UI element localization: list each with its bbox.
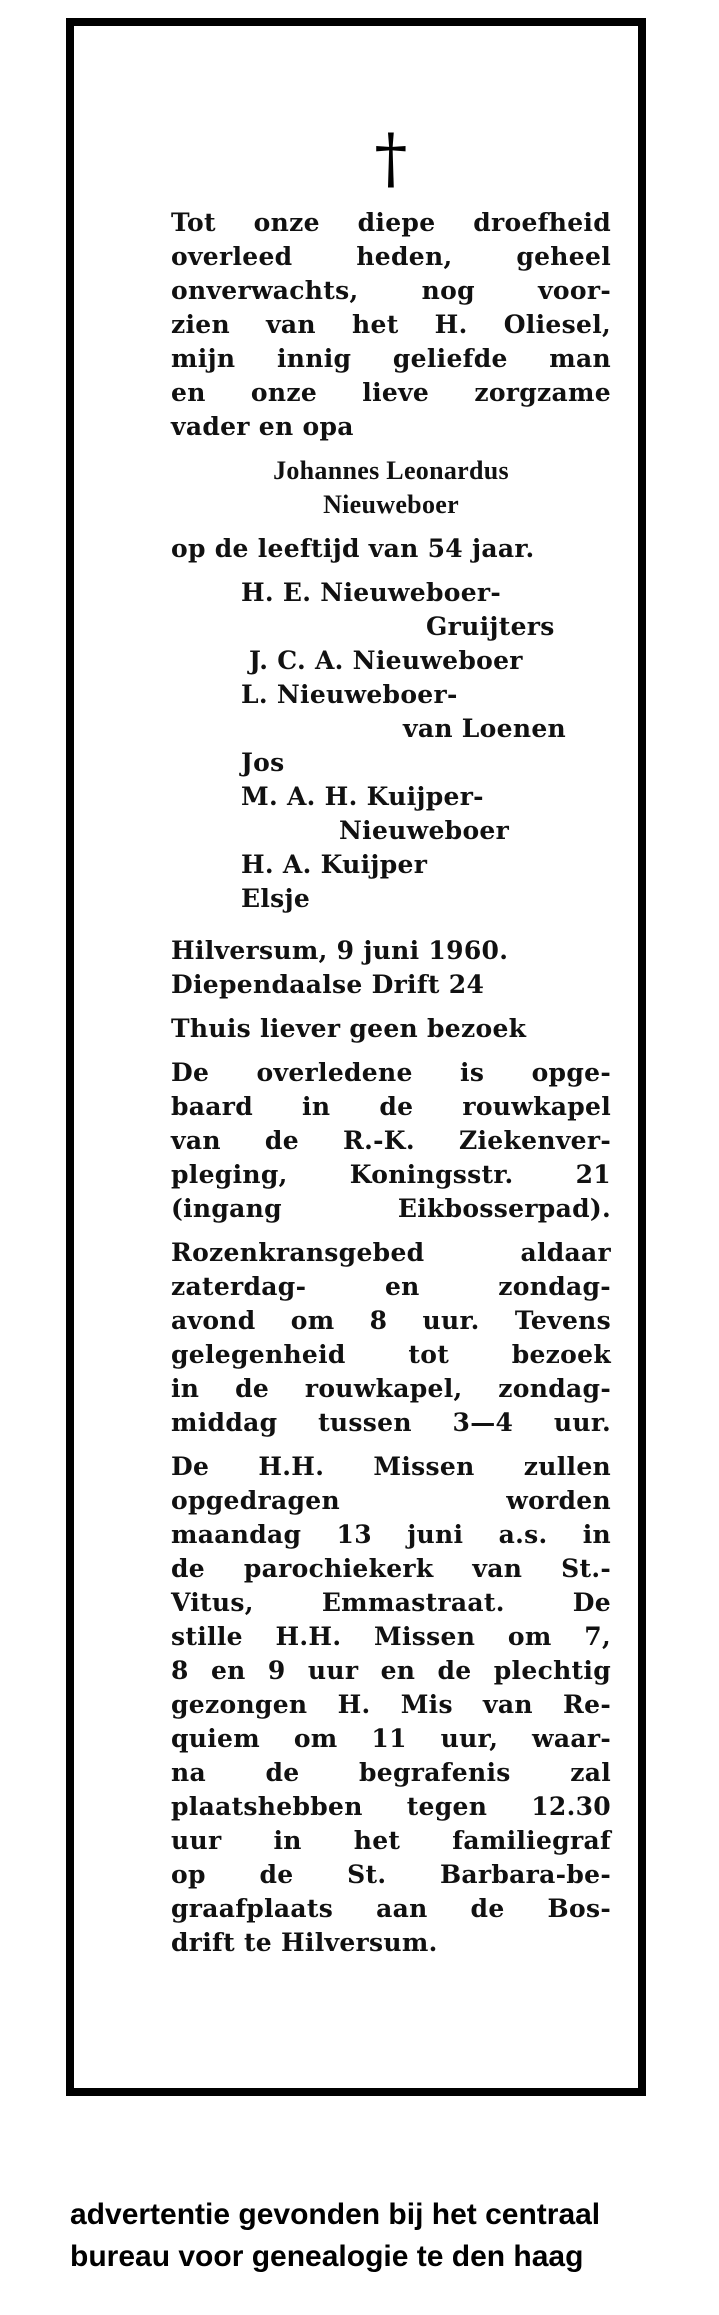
visit-note: Thuis liever geen bezoek bbox=[171, 1014, 527, 1043]
masses-line: na de begrafenis zal bbox=[171, 1758, 611, 1787]
masses-line: drift te Hilversum. bbox=[171, 1928, 438, 1957]
family-member: H. E. Nieuweboer- bbox=[241, 578, 502, 607]
intro-line: zien van het H. Oliesel, bbox=[171, 310, 611, 339]
intro-line: vader en opa bbox=[171, 412, 354, 441]
age-line: op de leeftijd van 54 jaar. bbox=[171, 534, 535, 563]
source-caption bbox=[70, 2194, 710, 2278]
laid-out-line: (ingang Eikbosserpad). bbox=[171, 1194, 611, 1223]
rosary-line: zaterdag- en zondag- bbox=[171, 1272, 611, 1301]
laid-out-line: van de R.-K. Ziekenver- bbox=[171, 1126, 611, 1155]
masses-line: plaatshebben tegen 12.30 bbox=[171, 1792, 611, 1821]
masses-line: gezongen H. Mis van Re- bbox=[171, 1690, 611, 1719]
family-member: J. C. A. Nieuweboer bbox=[249, 646, 523, 675]
intro-paragraph bbox=[171, 206, 611, 444]
rosary-line: gelegenheid tot bezoek bbox=[171, 1340, 611, 1369]
masses-line: maandag 13 juni a.s. in bbox=[171, 1520, 611, 1549]
rosary-line: in de rouwkapel, zondag- bbox=[171, 1374, 611, 1403]
family-member: H. A. Kuijper bbox=[241, 850, 428, 879]
cross-icon: † bbox=[374, 120, 408, 197]
masses-line: op de St. Barbara-be- bbox=[171, 1860, 611, 1889]
intro-line: Tot onze diepe droefheid bbox=[171, 208, 611, 237]
masses-line: stille H.H. Missen om 7, bbox=[171, 1622, 611, 1651]
masses-line: graafplaats aan de Bos- bbox=[171, 1894, 611, 1923]
intro-line: overleed heden, geheel bbox=[171, 242, 611, 271]
family-member: van Loenen bbox=[403, 714, 567, 743]
masses-line: uur in het familiegraf bbox=[171, 1826, 611, 1855]
masses-paragraph bbox=[171, 1450, 611, 1960]
rosary-line: middag tussen 3—4 uur. bbox=[171, 1408, 611, 1437]
masses-line: quiem om 11 uur, waar- bbox=[171, 1724, 611, 1753]
deceased-name: Johannes Leonardus bbox=[273, 456, 509, 485]
laid-out-line: pleging, Koningsstr. 21 bbox=[171, 1160, 611, 1189]
family-member: Jos bbox=[241, 748, 285, 777]
intro-line: mijn innig geliefde man bbox=[171, 344, 611, 373]
caption-line: advertentie gevonden bij het centraal bbox=[70, 2198, 601, 2231]
masses-line: 8 en 9 uur en de plechtig bbox=[171, 1656, 611, 1685]
place-date: Hilversum, 9 juni 1960. bbox=[171, 936, 509, 965]
intro-line: onverwachts, nog voor- bbox=[171, 276, 611, 305]
family-list bbox=[171, 576, 611, 916]
obituary-frame bbox=[66, 18, 646, 2096]
intro-line: en onze lieve zorgzame bbox=[171, 378, 611, 407]
masses-line: Vitus, Emmastraat. De bbox=[171, 1588, 611, 1617]
masses-line: De H.H. Missen zullen bbox=[171, 1452, 611, 1481]
deceased-surname: Nieuweboer bbox=[323, 490, 459, 519]
family-member: L. Nieuweboer- bbox=[241, 680, 458, 709]
laid-out-line: De overledene is opge- bbox=[171, 1058, 611, 1087]
caption-line: bureau voor genealogie te den haag bbox=[70, 2240, 584, 2273]
masses-line: de parochiekerk van St.- bbox=[171, 1554, 611, 1583]
family-member: M. A. H. Kuijper- bbox=[241, 782, 484, 811]
family-member: Elsje bbox=[241, 884, 311, 913]
rosary-line: avond om 8 uur. Tevens bbox=[171, 1306, 611, 1335]
masses-line: opgedragen worden bbox=[171, 1486, 611, 1515]
laid-out-line: baard in de rouwkapel bbox=[171, 1092, 611, 1121]
family-member: Gruijters bbox=[426, 612, 555, 641]
rosary-line: Rozenkransgebed aldaar bbox=[171, 1238, 611, 1267]
rosary-paragraph bbox=[171, 1236, 611, 1440]
family-member: Nieuweboer bbox=[339, 816, 510, 845]
laid-out-paragraph bbox=[171, 1056, 611, 1226]
obituary-text bbox=[171, 54, 611, 1960]
address: Diependaalse Drift 24 bbox=[171, 970, 485, 999]
